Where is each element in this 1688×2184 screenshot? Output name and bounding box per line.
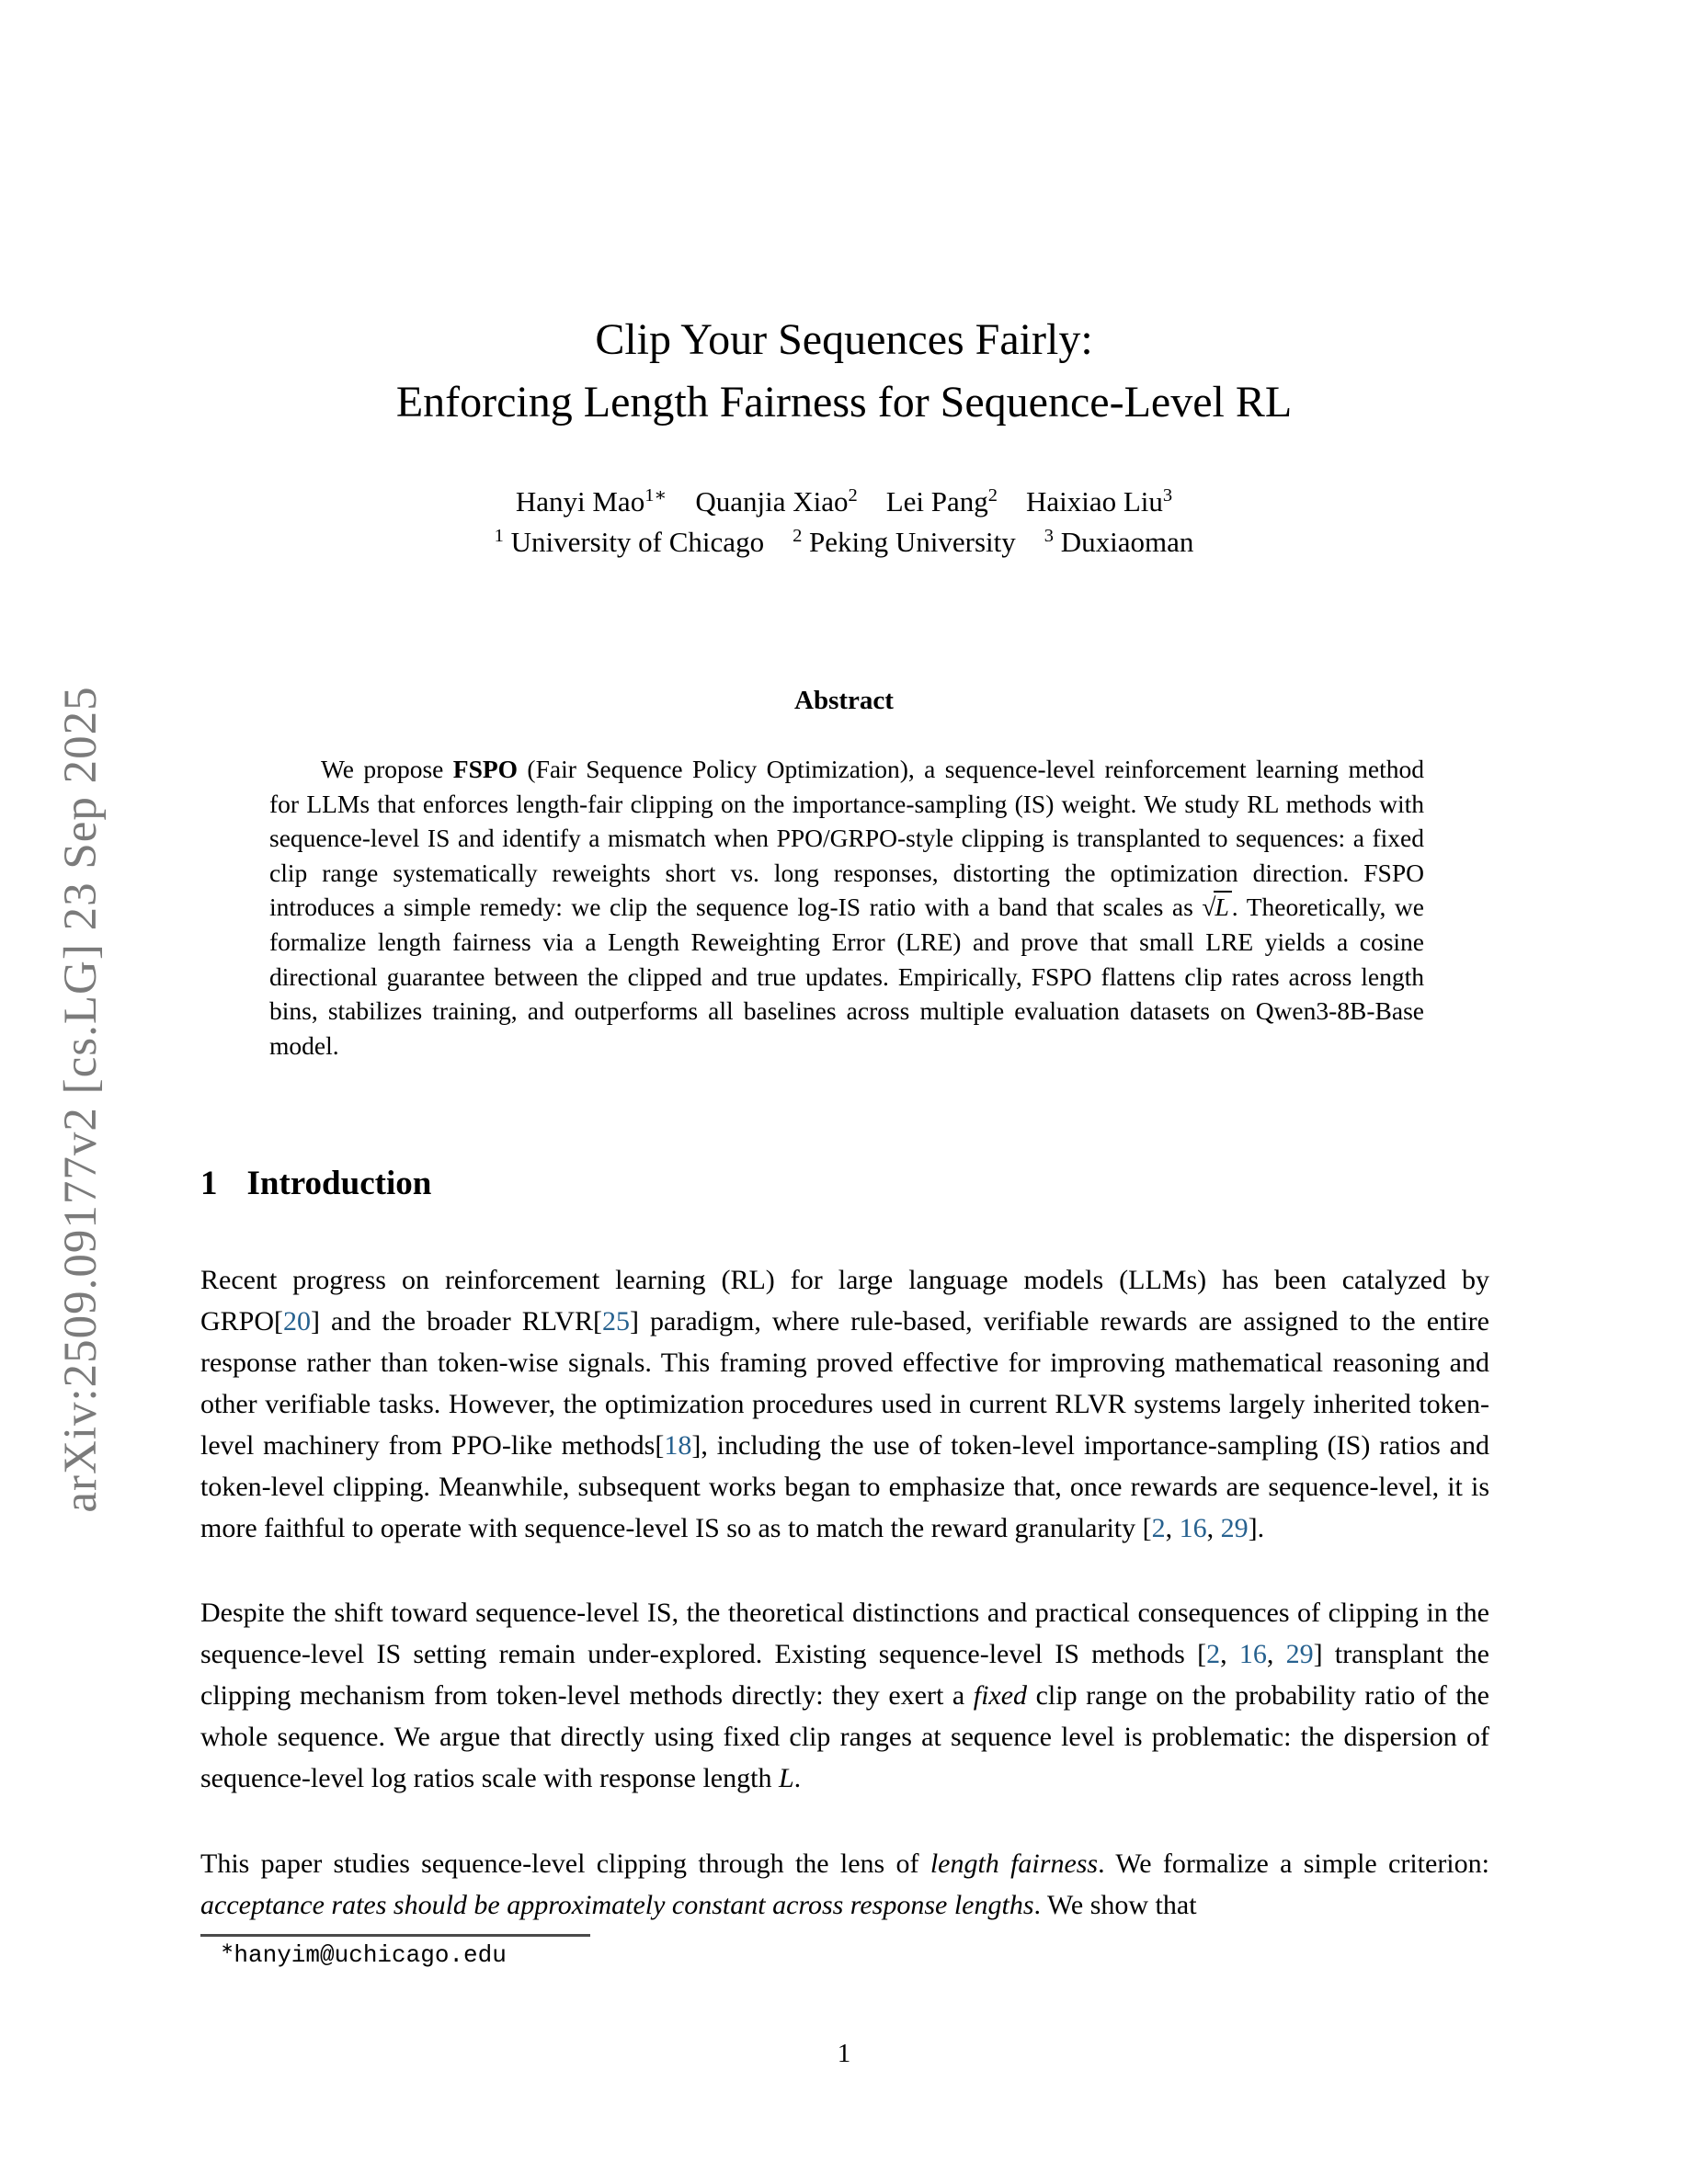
page-number: 1 xyxy=(837,2039,851,2068)
footnote-marker: ∗ xyxy=(221,1939,234,1957)
citation-link[interactable]: 29 xyxy=(1220,1513,1249,1543)
text-segment: Recent progress on reinforcement learning (RL) for large language models (LLMs) has been catalyzed by GRPO[ xyxy=(200,1265,1489,1337)
paper-title xyxy=(0,309,1688,434)
citation-link[interactable]: 16 xyxy=(1238,1639,1267,1669)
text-segment: Lei Pang xyxy=(885,485,988,518)
text-segment: 1 xyxy=(494,525,504,546)
text-segment: 3 xyxy=(1162,484,1173,506)
citation-link[interactable]: 29 xyxy=(1285,1639,1314,1669)
citation-link[interactable]: 2 xyxy=(1206,1639,1221,1669)
section-heading-introduction xyxy=(200,1164,1488,1203)
text-segment: length fairness xyxy=(930,1848,1099,1879)
text-segment: We propose xyxy=(321,755,453,783)
text-segment: Despite the shift toward sequence-level IS, the theoretical distinctions and practical consequences of clipping in the sequence-level IS setting remain under-explored. Existing sequence-level IS methods [ xyxy=(200,1598,1489,1669)
citation-link[interactable]: 18 xyxy=(664,1430,692,1461)
text-segment: ] and the broader RLVR[ xyxy=(311,1306,602,1337)
text-segment: . xyxy=(793,1763,802,1793)
text-segment xyxy=(998,485,1026,518)
text-segment: Peking University xyxy=(802,526,1044,558)
text-segment: Quanjia Xiao xyxy=(695,485,849,518)
text-segment: acceptance rates should be approximately constant across response lengths xyxy=(200,1890,1034,1920)
abstract-text xyxy=(269,752,1424,1063)
text-segment: . We formalize a simple criterion: xyxy=(1098,1848,1489,1879)
text-segment xyxy=(858,485,886,518)
text-segment: , xyxy=(1206,1513,1221,1543)
text-segment: clip range on the probability ratio of the whole sequence. We argue that directly using fixed clip ranges at sequence level is problematic: the dispersion of sequence-level log ratios scale with response length xyxy=(200,1680,1489,1793)
text-segment: ] paradigm, where rule-based, verifiable rewards are assigned to the entire response rather than token-wise signals. This framing proved effective for improving mathematical reasoning and other verifiable tasks. However, the optimization procedures used in current RLVR systems largely inherited token-level machinery from PPO-like methods[ xyxy=(200,1306,1489,1461)
text-segment xyxy=(667,485,695,518)
text-segment: , xyxy=(1266,1639,1286,1669)
intro-paragraph-3 xyxy=(200,1843,1489,1926)
text-segment: 2 xyxy=(793,525,803,546)
text-segment: This paper studies sequence-level clipping through the lens of xyxy=(200,1848,930,1879)
text-segment: , xyxy=(1220,1639,1239,1669)
text-segment: , xyxy=(1165,1513,1180,1543)
text-segment: 3 xyxy=(1044,525,1055,546)
text-segment: . We show that xyxy=(1033,1890,1197,1920)
author-names xyxy=(0,482,1688,522)
text-segment: ]. xyxy=(1248,1513,1265,1543)
citation-link[interactable]: 16 xyxy=(1179,1513,1207,1543)
section-title: Introduction xyxy=(246,1165,432,1202)
text-segment: √ xyxy=(1202,893,1216,922)
footnote-email xyxy=(221,1941,507,1969)
text-segment: Hanyi Mao xyxy=(515,485,645,518)
intro-paragraph-2 xyxy=(200,1592,1489,1799)
footnote-email-text: hanyim@uchicago.edu xyxy=(234,1941,507,1969)
paper-title-line1: Clip Your Sequences Fairly: xyxy=(595,315,1093,364)
text-segment: (Fair Sequence Policy Optimization), a sequence-level reinforcement learning method for LLMs that enforces length-fair clipping on the importance-sampling (IS) weight. We study RL methods with sequence-level IS and identify a mismatch when PPO/GRPO-style clipping is transplanted to sequences: a fixed clip range systematically reweights short vs. long responses, distorting the optimization direction. FSPO introduces a simple remedy: we clip the sequence log-IS ratio with a band that scales as xyxy=(269,755,1424,922)
text-segment: L xyxy=(778,1763,794,1793)
citation-link[interactable]: 25 xyxy=(602,1306,630,1337)
author-block xyxy=(0,482,1688,563)
section-number: 1 xyxy=(200,1165,218,1202)
paper-title-line2: Enforcing Length Fairness for Sequence-Level RL xyxy=(395,378,1293,427)
citation-link[interactable]: 2 xyxy=(1151,1513,1166,1543)
arxiv-watermark: arXiv:2509.09177v2 [cs.LG] 23 Sep 2025 xyxy=(55,686,107,1513)
text-segment: Duxiaoman xyxy=(1054,526,1194,558)
text-segment: University of Chicago xyxy=(503,526,793,558)
text-segment: 1∗ xyxy=(644,484,667,506)
abstract-heading: Abstract xyxy=(794,686,894,715)
text-segment: FSPO xyxy=(452,755,519,783)
text-segment: ] transplant the clipping mechanism from token-level methods directly: they exert a xyxy=(200,1639,1490,1711)
intro-paragraph-1 xyxy=(200,1259,1489,1549)
text-segment: 2 xyxy=(987,484,998,506)
text-segment: ], including the use of token-level importance-sampling (IS) ratios and token-level clipping. Meanwhile, subsequent works began to emphasize that, once rewards are sequence-level, it is more faithful to operate with sequence-level IS so as to match the reward granularity [ xyxy=(200,1430,1489,1543)
text-segment: . Theoretically, we formalize length fairness via a Length Reweighting Error (LRE) and prove that small LRE yields a cosine directional guarantee between the clipped and true updates. Empirically, FSPO flattens clip rates across length bins, stabilizes training, and outperforms all baselines across multiple evaluation datasets on Qwen3-8B-Base model. xyxy=(269,893,1424,1060)
text-segment: fixed xyxy=(973,1680,1028,1711)
footnote-rule xyxy=(200,1934,590,1937)
author-affiliations xyxy=(0,522,1688,563)
text-segment: Haixiao Liu xyxy=(1025,485,1163,518)
text-segment: 2 xyxy=(848,484,858,506)
text-segment: L xyxy=(1214,891,1231,921)
citation-link[interactable]: 20 xyxy=(283,1306,312,1337)
